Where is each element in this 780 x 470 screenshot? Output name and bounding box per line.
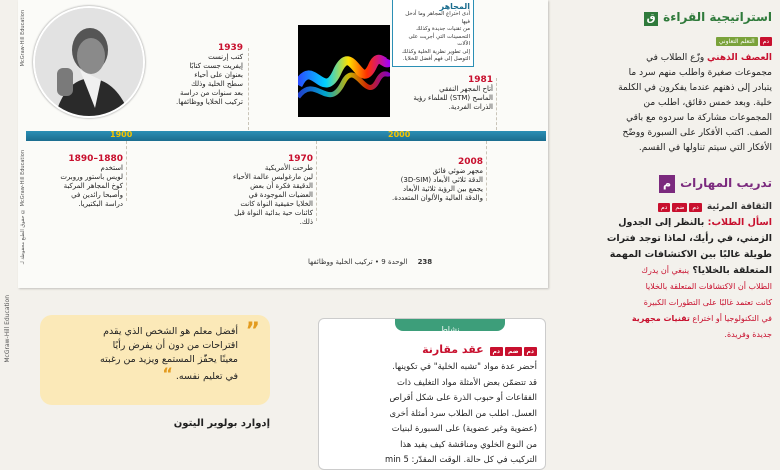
activity-body: أحضر عدة مواد "تشبه الخلية" في تكوينها. قد تتضمّن بعض الأمثلة مواد التغليف ذات الفقاعات أو حبوب الذرة على شكل أقراص العسل. اطلب من الطلاب سرد أمثلة أخرى (عضوية وغير عضوية) على السبورة لبنيات من النوع الخلوي ومناقشة كيف يفيد هذا التركيب في كل حالة. الوقت المقدّر: 5 min bbox=[385, 361, 537, 464]
activity-header-label: نشاط bbox=[440, 325, 460, 334]
activity-header bbox=[395, 318, 505, 334]
skills-tag-1: دم bbox=[689, 203, 701, 212]
year-2000-label: 2000 bbox=[388, 130, 411, 139]
event-1880-1890: 1880–1890 استخدم لويس باستور وروبرت كوخ المجاهر المركبة وأصبحا رائدين في دراسة البكتيريا. bbox=[60, 154, 123, 208]
event-1880-line bbox=[126, 141, 127, 201]
timeline-page bbox=[18, 0, 548, 288]
activity-box bbox=[318, 318, 546, 470]
quote-close-mark: “ bbox=[162, 364, 173, 383]
skills-answer-bold: تقنيات مجهرية bbox=[631, 314, 690, 323]
event-2008-line bbox=[486, 141, 487, 201]
reading-tag-1: دم bbox=[760, 37, 772, 46]
skills-tag-3: دم bbox=[658, 203, 670, 212]
event-1970-line bbox=[316, 141, 317, 221]
activity-tag-3: دم bbox=[490, 347, 503, 356]
skills-title-row bbox=[572, 172, 772, 193]
event-1939: 1939 كتب إرنست إيفريت جست كتابًا بعنوان على أحياء سطح الخلية وذلك بعد سنوات من دراسة تركيب الخلايا ووظائفها. bbox=[176, 43, 243, 106]
activity-tag-2: ضم bbox=[505, 347, 522, 356]
microscope-caption-box bbox=[392, 0, 474, 67]
skills-question-lead: اسأل الطلاب: bbox=[707, 217, 772, 228]
event-1939-line bbox=[248, 48, 249, 130]
quote-author: إدوارد بولوير اليتون bbox=[173, 418, 270, 429]
skills-answer-lead: ينبغي أن يدرك bbox=[641, 266, 690, 275]
scientist-portrait bbox=[33, 6, 145, 118]
skills-tag-2: ضم bbox=[672, 203, 687, 212]
reading-tags bbox=[572, 28, 772, 47]
reading-title-row bbox=[572, 6, 772, 26]
side-credit-2: حقوق الطبع محفوظة لـ © McGraw-Hill Education bbox=[20, 150, 26, 265]
quote-box bbox=[40, 315, 270, 405]
skills-question: اسأل الطلاب: بالنظر إلى الجدول الزمني، في رأيك، لماذا توجد فترات طويلة غالبًا بين الاكتشافات المهمة المتعلقة بالخلايا؟ ينبغي أن يدرك bbox=[606, 217, 772, 276]
reading-tag-2: التعلم التعاوني bbox=[716, 37, 758, 46]
microscope-caption-text: أدى اختراع المجاهر وما أدخل فيها من تقنيات جديدة وكذلك التحسينات التي أجريت على الآلات إلى تطوير نظرية الخلية وكذلك التوصل إلى فهم أفضل للخلايا. bbox=[401, 11, 470, 62]
reading-title: استراتيجية القراءة bbox=[663, 10, 772, 24]
activity-tag-1: دم bbox=[524, 347, 537, 356]
microscopy-image bbox=[298, 25, 390, 117]
reading-letter-badge: ق bbox=[644, 12, 658, 26]
activity-title: عقد مقارنة bbox=[422, 343, 484, 356]
skills-tags-row bbox=[572, 194, 772, 213]
bottom-side-credit: McGraw-Hill Education bbox=[4, 295, 11, 363]
activity-title-row bbox=[422, 343, 537, 356]
skills-subtitle: الثقافة المرئية bbox=[706, 202, 772, 212]
skills-letter-badge: م bbox=[659, 175, 675, 193]
quote-open-mark: ” bbox=[245, 319, 260, 344]
reading-body: العصف الذهني وزّع الطلاب في مجموعات صغيرة واطلب منهم سرد ما يتبادر إلى ذهنهم عندما يفكرون في الكلمة خلية. وبعد خمس دقائق، اطلب من المجموعات مشاركة ما سردوه مع باقي الصف. اكتب الأفكار على السبورة ووضّح الأفكار التي سيتم تناولها في القسم. bbox=[618, 53, 772, 153]
page-footer bbox=[308, 258, 432, 266]
reading-strategy bbox=[572, 0, 772, 156]
skills-title: تدريب المهارات bbox=[680, 176, 772, 190]
microscope-caption-title: المجاهر bbox=[439, 2, 470, 11]
event-1981: 1981 أتاح المجهر النفقي الماسح (STM) للعلماء رؤية الذرات الفردية. bbox=[413, 75, 493, 111]
footer-unit-text: الوحدة 9 • تركيب الخلية ووظائفها bbox=[308, 258, 408, 266]
event-2008: 2008 مجهر ضوئي فائق الدقة ثلاثي الأبعاد (3D-SIM) يجمع بين الرؤية ثلاثية الأبعاد والدقة العالية والألوان المتعددة. bbox=[392, 157, 483, 202]
event-1981-line bbox=[496, 78, 497, 130]
side-credit: McGraw-Hill Education bbox=[20, 10, 26, 67]
page-number: 238 bbox=[417, 258, 433, 266]
skills-answer: الطلاب أن الاكتشافات المتعلقة بالخلايا كانت تعتمد غالبًا على التطورات الكبيرة في التكنولوجيا أو اختراع تقنيات مجهرية جديدة وفريدة. bbox=[631, 282, 772, 339]
skills-section bbox=[572, 172, 772, 343]
quote-text: أفضل معلم هو الشخص الذي يقدم اقتراحات من دون أن يفرض رأيًا معينًا يحفّز المستمع ويزيد من رغبته في تعليم نفسه. “ bbox=[100, 326, 238, 383]
year-1900-label: 1900 bbox=[110, 130, 133, 139]
timeline-bar bbox=[26, 131, 546, 141]
event-1970: 1970 طرحت الأمريكية لين مارغوليس عالمة الأحياء الدقيقة فكرة أن بعض العضيات الموجودة في الخلايا حقيقية النواة كانت كائنات حية بدائية النواة قبل ذلك. bbox=[232, 154, 313, 226]
